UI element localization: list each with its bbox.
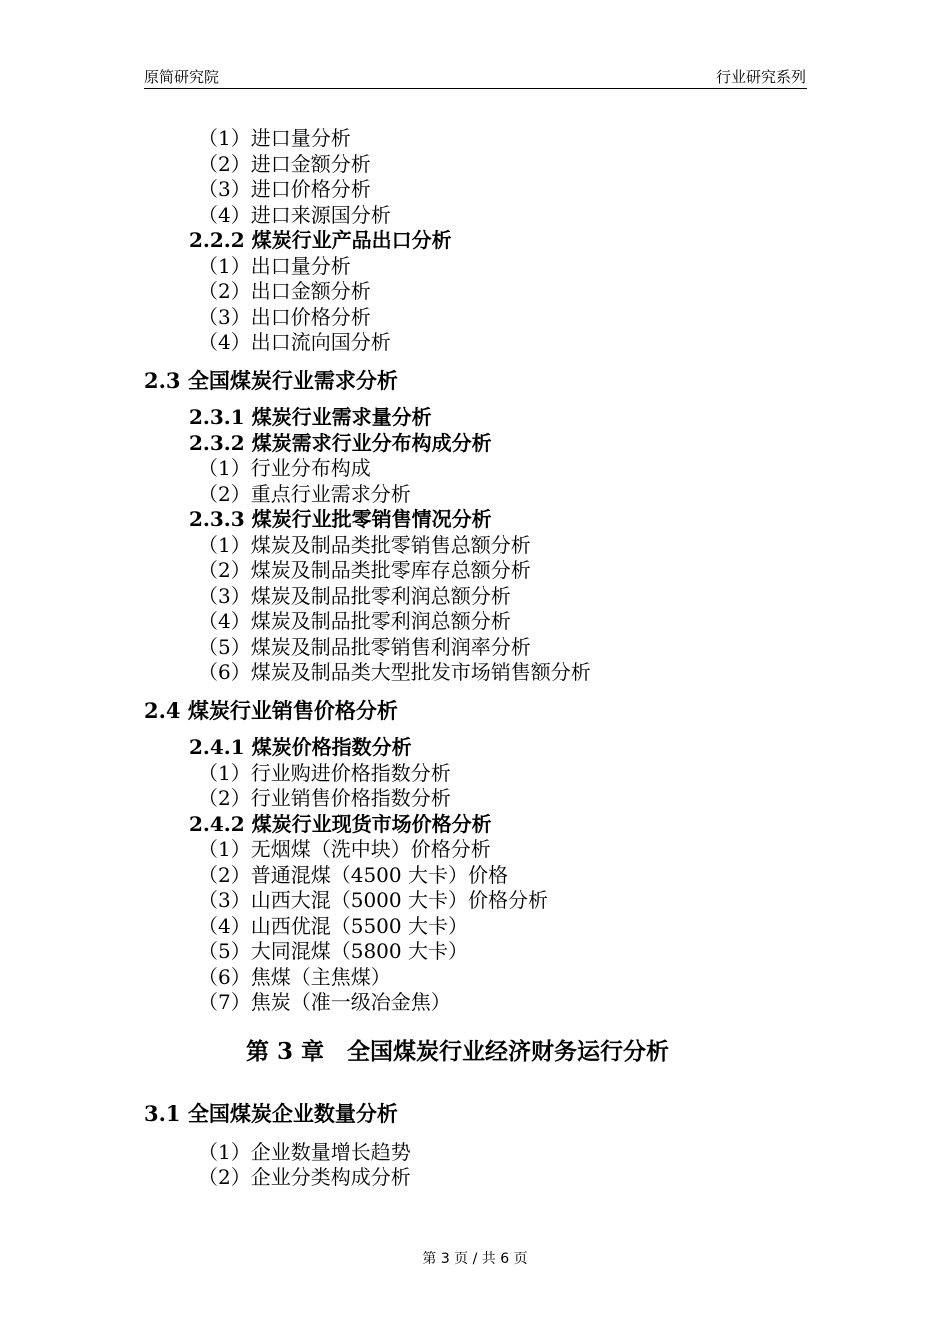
toc-item: （3）进口价格分析 [198, 177, 371, 201]
toc-subsection: 2.3.2 煤炭需求行业分布构成分析 [189, 431, 492, 455]
page-footer: 第 3 页 / 共 6 页 [422, 1251, 528, 1267]
toc-item: （1）进口量分析 [198, 126, 351, 150]
toc-item: （2）行业销售价格指数分析 [198, 786, 451, 810]
toc-item: （1）企业数量增长趋势 [198, 1140, 411, 1164]
toc-item: （5）煤炭及制品批零销售利润率分析 [198, 635, 531, 659]
header-left: 原简研究院 [144, 68, 220, 86]
toc-subsection: 2.3.3 煤炭行业批零销售情况分析 [189, 507, 492, 531]
toc-item: （4）出口流向国分析 [198, 330, 391, 354]
header-right: 行业研究系列 [715, 68, 806, 86]
toc-item: （2）出口金额分析 [198, 279, 371, 303]
toc-subsection: 2.3.1 煤炭行业需求量分析 [189, 405, 432, 429]
toc-item: （6）煤炭及制品类大型批发市场销售额分析 [198, 660, 591, 684]
toc-item: （6）焦煤（主焦煤） [198, 965, 391, 989]
toc-item: （3）出口价格分析 [198, 305, 371, 329]
toc-item: （4）山西优混（5500 大卡） [198, 914, 468, 938]
toc-item: （2）企业分类构成分析 [198, 1165, 411, 1189]
toc-subsection: 2.4.2 煤炭行业现货市场价格分析 [189, 812, 492, 836]
toc-item: （3）煤炭及制品批零利润总额分析 [198, 584, 511, 608]
toc-item: （7）焦炭（准一级冶金焦） [198, 990, 451, 1014]
toc-item: （2）进口金额分析 [198, 152, 371, 176]
toc-section: 3.1 全国煤炭企业数量分析 [144, 1101, 398, 1126]
toc-item: （2）重点行业需求分析 [198, 482, 411, 506]
toc-item: （2）煤炭及制品类批零库存总额分析 [198, 558, 531, 582]
toc-subsection: 2.2.2 煤炭行业产品出口分析 [189, 228, 452, 252]
toc-item: （3）山西大混（5000 大卡）价格分析 [198, 888, 548, 912]
toc-subsection: 2.4.1 煤炭价格指数分析 [189, 735, 412, 759]
toc-item: （5）大同混煤（5800 大卡） [198, 939, 468, 963]
toc-item: （1）煤炭及制品类批零销售总额分析 [198, 533, 531, 557]
toc-item: （2）普通混煤（4500 大卡）价格 [198, 863, 508, 887]
toc-item: （1）行业分布构成 [198, 456, 371, 480]
chapter-title: 第 3 章 全国煤炭行业经济财务运行分析 [246, 1038, 670, 1065]
toc-item: （4）煤炭及制品批零利润总额分析 [198, 609, 511, 633]
toc-section: 2.3 全国煤炭行业需求分析 [144, 368, 398, 393]
toc-section: 2.4 煤炭行业销售价格分析 [144, 698, 398, 723]
toc-item: （1）行业购进价格指数分析 [198, 761, 451, 785]
toc-item: （1）出口量分析 [198, 254, 351, 278]
header-rule [144, 88, 807, 89]
toc-item: （1）无烟煤（洗中块）价格分析 [198, 837, 491, 861]
toc-item: （4）进口来源国分析 [198, 203, 391, 227]
